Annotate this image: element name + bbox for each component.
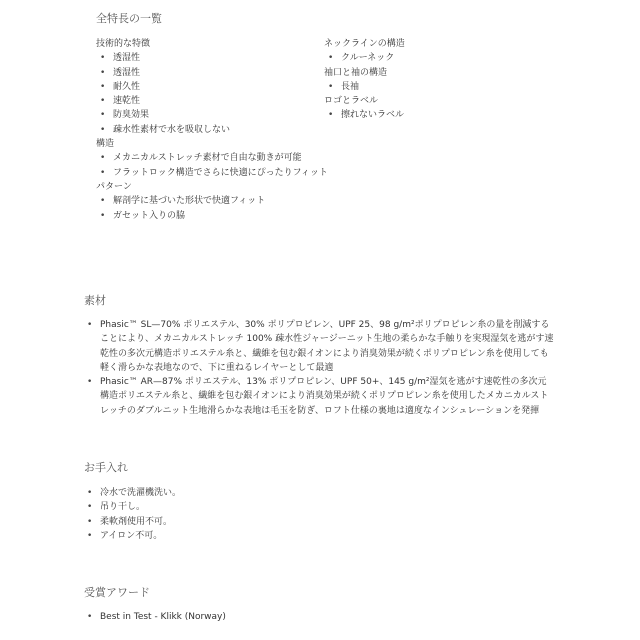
- feature-group: [324, 94, 405, 123]
- feature-list: [324, 51, 405, 65]
- list-item: • 擦れないラベル: [324, 108, 405, 122]
- list-item: • Best in Test - Klikk (Norway): [84, 610, 226, 624]
- list-item: • Phasic™ SL—70% ポリエステル、30% ポリプロピレン、UPF 25、98 g/m²ポリプロピレン糸の量を削減することにより、メカニカルストレッチ 100% 疎水性ジャージーニット生地の柔らかな手触りを実現湿気を逃がす速乾性の多次元構造ポリエステル糸と、繊維を包む銀イオンにより消臭効果が続くポリプロピレン糸を使用しても軽く滑らかな表地なので、下に重ねるレイヤーとして最適: [84, 318, 554, 375]
- list-item: • 冷水で洗濯機洗い。: [84, 486, 181, 500]
- features-right-column: [324, 37, 405, 123]
- feature-group: [96, 37, 328, 137]
- feature-group-label: ロゴとラベル: [324, 96, 379, 107]
- awards-title: 受賞アワード: [84, 586, 150, 599]
- list-item: • 長袖: [324, 80, 405, 94]
- features-title: 全特長の一覧: [96, 12, 162, 25]
- list-item: • 耐久性: [96, 80, 328, 94]
- list-item: • 防臭効果: [96, 108, 328, 122]
- feature-list: [96, 51, 328, 137]
- materials-list: [84, 318, 554, 418]
- list-item: • 透湿性: [96, 51, 328, 65]
- feature-list: [96, 194, 328, 223]
- care-list: [84, 486, 181, 543]
- feature-list: [324, 108, 405, 122]
- care-title: お手入れ: [84, 461, 128, 474]
- feature-group: [324, 37, 405, 66]
- feature-group: [96, 137, 328, 180]
- feature-group-label: 袖口と袖の構造: [324, 67, 388, 78]
- list-item: • 速乾性: [96, 94, 328, 108]
- feature-list: [96, 151, 328, 180]
- list-item: • ガセット入りの脇: [96, 209, 328, 223]
- feature-group-label: 構造: [96, 139, 115, 150]
- feature-group-label: パターン: [96, 181, 132, 192]
- list-item: • Phasic™ AR—87% ポリエステル、13% ポリプロピレン、UPF 50+、145 g/m²湿気を逃がす速乾性の多次元構造ポリエステル糸と、繊維を包む銀イオンにより消臭効果が続くポリプロピレン糸を使用したメカニカルストレッチのダブルニット生地滑らかな表地は毛玉を防ぎ、ロフト仕様の裏地は適度なインシュレーションを発揮: [84, 375, 554, 418]
- list-item: • フラットロック構造でさらに快適にぴったりフィット: [96, 166, 328, 180]
- feature-group: [324, 66, 405, 95]
- list-item: • 柔軟剤使用不可。: [84, 515, 181, 529]
- feature-group-label: 技術的な特徴: [96, 39, 151, 49]
- list-item: • 疎水性素材で水を吸収しない: [96, 123, 328, 137]
- list-item: • 透湿性: [96, 66, 328, 80]
- list-item: • クルーネック: [324, 51, 405, 65]
- list-item: • メカニカルストレッチ素材で自由な動きが可能: [96, 151, 328, 165]
- feature-group: [96, 180, 328, 223]
- list-item: • アイロン不可。: [84, 529, 181, 543]
- feature-group-label: ネックラインの構造: [324, 39, 405, 49]
- awards-list: [84, 610, 226, 624]
- list-item: • 解剖学に基づいた形状で快適フィット: [96, 194, 328, 208]
- feature-list: [324, 80, 405, 94]
- list-item: • 吊り干し。: [84, 500, 181, 514]
- materials-title: 素材: [84, 294, 106, 307]
- features-left-column: [96, 37, 328, 223]
